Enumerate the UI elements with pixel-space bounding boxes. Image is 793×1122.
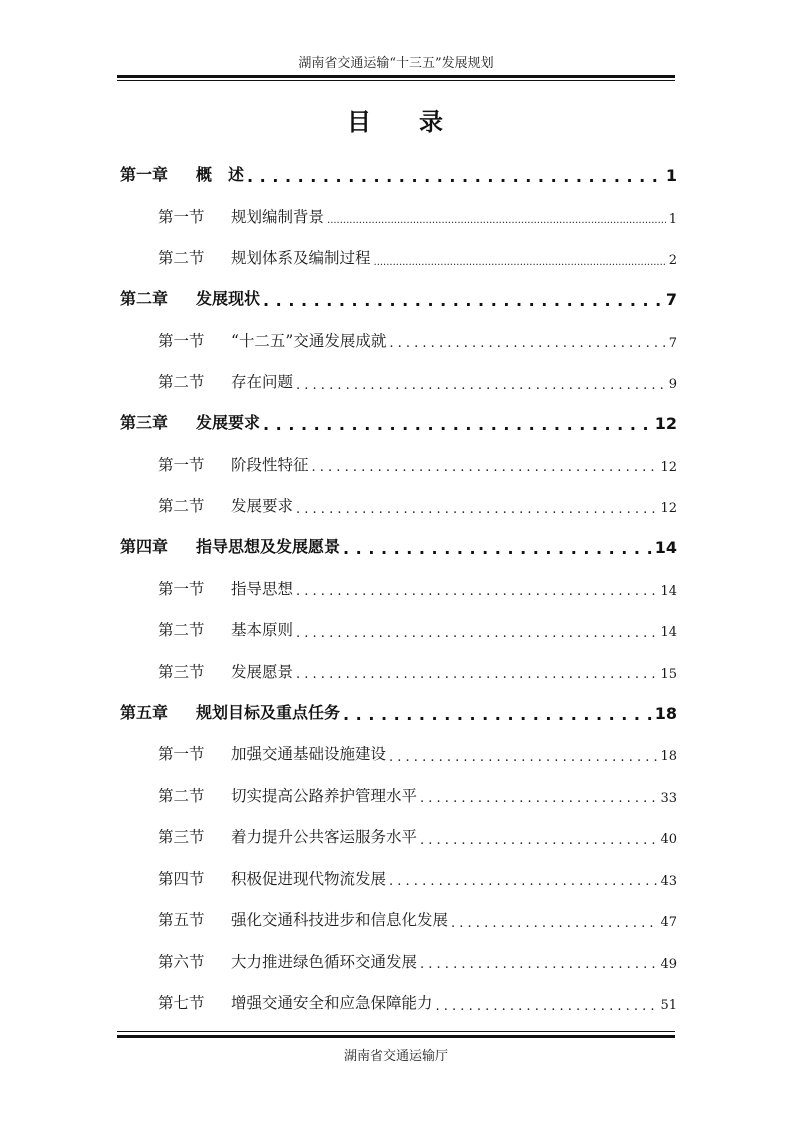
toc-section-entry[interactable] — [117, 357, 677, 399]
toc-entry-number: 第二节 — [158, 786, 205, 805]
toc-entry-title: 切实提高公路养护管理水平 — [231, 786, 418, 805]
toc-section-entry[interactable] — [117, 315, 677, 357]
toc-section-entry[interactable] — [117, 770, 677, 812]
toc-entry-page-number: 51 — [660, 998, 677, 1013]
footer-rule-thin — [117, 1031, 675, 1032]
toc-section-entry[interactable] — [117, 481, 677, 523]
toc-title-part2: 录 — [419, 108, 445, 136]
toc-entry-title: 增强交通安全和应急保障能力 — [231, 994, 433, 1012]
toc-section-entry[interactable] — [117, 978, 677, 1020]
toc-entry-number: 第一节 — [158, 745, 205, 763]
toc-entry-number: 第一节 — [158, 579, 205, 598]
toc-entry-page-number: 1 — [668, 211, 677, 227]
toc-entry-page-number: 40 — [660, 832, 677, 847]
dot-leader — [451, 915, 657, 937]
toc-entry-title: 规划编制背景 — [231, 207, 325, 226]
toc-section-entry[interactable] — [117, 191, 677, 233]
toc-entry-page-number: 12 — [654, 414, 677, 433]
toc-entry-title: 发展要求 — [196, 413, 261, 432]
toc-chapter-entry[interactable] — [117, 274, 677, 315]
dot-leader — [343, 707, 652, 729]
toc-entry-page-number: 12 — [660, 501, 677, 516]
toc-entry-title: 积极促进现代物流发展 — [231, 869, 387, 888]
toc-entry-number: 第二章 — [120, 289, 169, 308]
header-rule-thin — [117, 80, 675, 81]
dot-leader — [420, 956, 657, 978]
dot-leader — [296, 501, 657, 523]
toc-entry-title: 大力推进绿色循环交通发展 — [231, 952, 418, 971]
toc-entry-number: 第四节 — [158, 869, 205, 888]
toc-entry-title: 存在问题 — [231, 373, 294, 391]
toc-entry-page-number: 7 — [665, 290, 677, 309]
dot-leader — [389, 749, 657, 771]
toc-entry-number: 第五章 — [120, 702, 169, 722]
toc-entry-page-number: 14 — [654, 538, 677, 557]
toc-entry-title: 发展要求 — [231, 497, 294, 515]
toc-entry-title: 发展愿景 — [231, 662, 294, 681]
toc-chapter-entry[interactable] — [117, 150, 677, 191]
toc-entry-page-number: 9 — [668, 377, 677, 392]
toc-entry-number: 第二节 — [158, 497, 205, 515]
toc-entry-number: 第一节 — [158, 455, 205, 474]
toc-entry-number: 第三节 — [158, 662, 205, 681]
dot-leader — [420, 832, 657, 854]
toc-entry-title: 阶段性特征 — [231, 455, 309, 474]
table-of-contents — [117, 150, 677, 1019]
toc-entry-title: 着力提升公共客运服务水平 — [231, 828, 418, 846]
toc-entry-number: 第一节 — [158, 207, 205, 226]
dot-leader — [296, 666, 657, 688]
toc-entry-number: 第二节 — [158, 249, 205, 267]
toc-chapter-entry[interactable] — [117, 398, 677, 439]
toc-entry-number: 第二节 — [158, 621, 205, 639]
toc-entry-page-number: 1 — [665, 166, 677, 185]
dot-leader — [436, 998, 658, 1020]
toc-entry-page-number: 33 — [660, 790, 677, 806]
toc-section-entry[interactable] — [117, 895, 677, 937]
dot-leader — [247, 169, 663, 191]
page-header: 湖南省交通运输“十三五”发展规划 — [298, 56, 494, 71]
toc-entry-number: 第一节 — [158, 331, 205, 350]
dot-leader — [263, 293, 663, 315]
toc-entry-number: 第一章 — [120, 165, 169, 184]
toc-entry-title: 基本原则 — [231, 621, 294, 639]
dot-leader — [374, 253, 666, 275]
page-footer: 湖南省交通运输厅 — [343, 1049, 448, 1064]
toc-entry-page-number: 14 — [660, 625, 677, 640]
toc-entry-page-number: 47 — [660, 915, 677, 930]
toc-entry-title: 指导思想及发展愿景 — [196, 537, 341, 556]
toc-section-entry[interactable] — [117, 936, 677, 978]
dot-leader — [263, 417, 652, 439]
toc-section-entry[interactable] — [117, 563, 677, 605]
toc-section-entry[interactable] — [117, 646, 677, 688]
toc-entry-page-number: 2 — [668, 253, 677, 268]
dot-leader — [296, 625, 657, 647]
dot-leader — [327, 211, 666, 233]
toc-section-entry[interactable] — [117, 605, 677, 647]
toc-entry-number: 第四章 — [120, 537, 169, 556]
dot-leader — [343, 541, 652, 563]
toc-entry-page-number: 18 — [654, 703, 677, 723]
toc-entry-page-number: 18 — [660, 749, 677, 764]
toc-chapter-entry[interactable] — [117, 522, 677, 563]
toc-entry-title: 概 述 — [196, 165, 245, 184]
toc-entry-page-number: 7 — [668, 335, 677, 351]
toc-entry-title: 强化交通科技进步和信息化发展 — [231, 911, 449, 929]
toc-section-entry[interactable] — [117, 233, 677, 275]
toc-entry-page-number: 14 — [660, 583, 677, 599]
toc-title — [117, 102, 675, 137]
toc-entry-page-number: 15 — [660, 666, 677, 682]
toc-entry-title: 规划目标及重点任务 — [196, 702, 341, 722]
toc-entry-title: 发展现状 — [196, 289, 261, 308]
toc-section-entry[interactable] — [117, 729, 677, 771]
dot-leader — [296, 377, 666, 399]
toc-entry-title: “十二五”交通发展成就 — [231, 331, 387, 350]
dot-leader — [389, 335, 665, 357]
dot-leader — [296, 583, 657, 605]
toc-section-entry[interactable] — [117, 812, 677, 854]
toc-entry-page-number: 12 — [660, 459, 677, 475]
toc-entry-number: 第六节 — [158, 952, 205, 971]
header-rule-thick — [117, 75, 675, 78]
toc-entry-title: 指导思想 — [231, 579, 294, 598]
toc-section-entry[interactable] — [117, 853, 677, 895]
dot-leader — [389, 873, 657, 895]
footer-rule-thick — [117, 1035, 675, 1038]
toc-title-part1: 目 — [347, 108, 373, 136]
toc-entry-number: 第三节 — [158, 828, 205, 846]
toc-entry-number: 第五节 — [158, 911, 205, 929]
toc-section-entry[interactable] — [117, 439, 677, 481]
toc-chapter-entry[interactable] — [117, 688, 677, 729]
toc-entry-title: 规划体系及编制过程 — [231, 249, 371, 267]
toc-entry-number: 第三章 — [120, 413, 169, 432]
toc-entry-number: 第七节 — [158, 994, 205, 1012]
dot-leader — [420, 790, 657, 812]
dot-leader — [312, 459, 658, 481]
toc-entry-page-number: 43 — [660, 873, 677, 889]
toc-entry-title: 加强交通基础设施建设 — [231, 745, 387, 763]
toc-entry-number: 第二节 — [158, 373, 205, 391]
toc-entry-page-number: 49 — [660, 956, 677, 972]
